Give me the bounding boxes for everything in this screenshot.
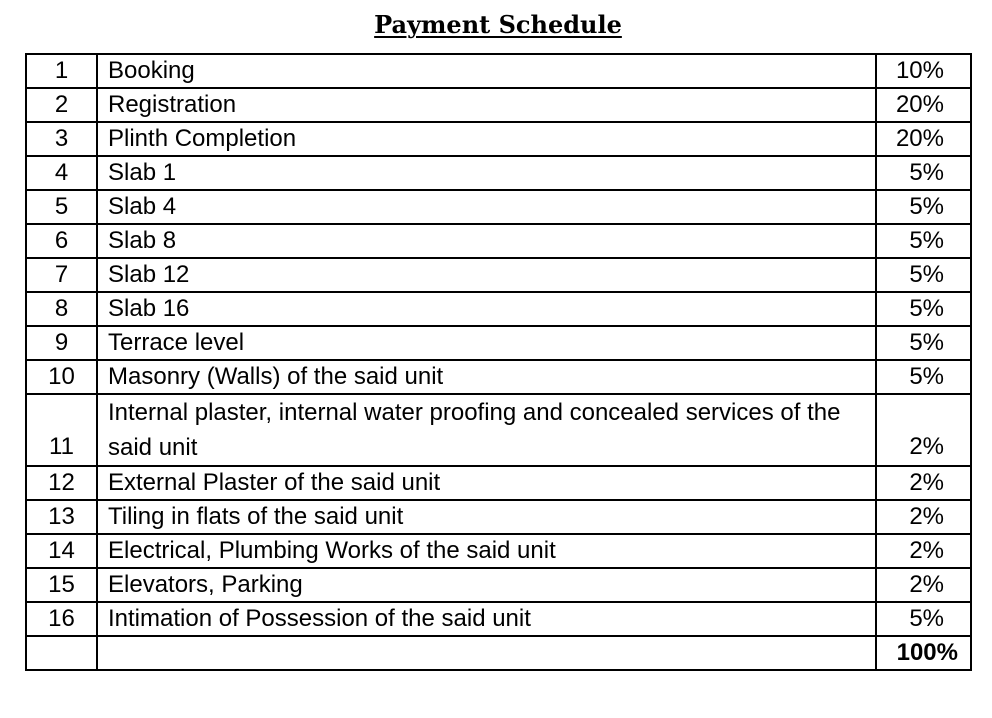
row-number: 16 bbox=[26, 602, 97, 636]
row-number: 6 bbox=[26, 224, 97, 258]
stage-percent: 5% bbox=[876, 190, 971, 224]
table-row bbox=[26, 156, 971, 190]
table-row bbox=[26, 500, 971, 534]
total-percent: 100% bbox=[876, 636, 971, 670]
table-row bbox=[26, 466, 971, 500]
table-row bbox=[26, 54, 971, 88]
stage-name: Electrical, Plumbing Works of the said unit bbox=[97, 534, 876, 568]
row-number: 3 bbox=[26, 122, 97, 156]
row-number: 4 bbox=[26, 156, 97, 190]
total-row-empty-cell bbox=[97, 636, 876, 670]
row-number: 13 bbox=[26, 500, 97, 534]
stage-name: Slab 1 bbox=[97, 156, 876, 190]
stage-percent: 5% bbox=[876, 326, 971, 360]
table-row bbox=[26, 258, 971, 292]
table-row bbox=[26, 360, 971, 394]
stage-percent: 5% bbox=[876, 602, 971, 636]
table-row bbox=[26, 292, 971, 326]
page-title-text: Payment Schedule bbox=[374, 10, 622, 39]
stage-percent: 5% bbox=[876, 360, 971, 394]
row-number: 10 bbox=[26, 360, 97, 394]
stage-name: Intimation of Possession of the said unit bbox=[97, 602, 876, 636]
row-number: 12 bbox=[26, 466, 97, 500]
stage-percent: 2% bbox=[876, 534, 971, 568]
table-row bbox=[26, 568, 971, 602]
stage-percent: 2% bbox=[876, 394, 971, 466]
stage-name: Terrace level bbox=[97, 326, 876, 360]
row-number: 8 bbox=[26, 292, 97, 326]
stage-percent: 5% bbox=[876, 156, 971, 190]
table-row bbox=[26, 88, 971, 122]
stage-name: Slab 12 bbox=[97, 258, 876, 292]
stage-name: Masonry (Walls) of the said unit bbox=[97, 360, 876, 394]
table-row bbox=[26, 394, 971, 466]
stage-percent: 5% bbox=[876, 258, 971, 292]
row-number: 1 bbox=[26, 54, 97, 88]
row-number: 15 bbox=[26, 568, 97, 602]
stage-percent: 2% bbox=[876, 568, 971, 602]
stage-percent: 10% bbox=[876, 54, 971, 88]
table-row bbox=[26, 326, 971, 360]
stage-name: Slab 16 bbox=[97, 292, 876, 326]
stage-name: Slab 4 bbox=[97, 190, 876, 224]
row-number: 9 bbox=[26, 326, 97, 360]
row-number: 7 bbox=[26, 258, 97, 292]
stage-name: Tiling in flats of the said unit bbox=[97, 500, 876, 534]
stage-percent: 5% bbox=[876, 224, 971, 258]
stage-name: Elevators, Parking bbox=[97, 568, 876, 602]
stage-name: External Plaster of the said unit bbox=[97, 466, 876, 500]
stage-percent: 20% bbox=[876, 122, 971, 156]
row-number: 11 bbox=[26, 394, 97, 466]
stage-name: Booking bbox=[97, 54, 876, 88]
payment-schedule-table bbox=[25, 53, 972, 671]
page-title bbox=[0, 10, 992, 40]
table-row bbox=[26, 190, 971, 224]
table-row bbox=[26, 122, 971, 156]
stage-percent: 20% bbox=[876, 88, 971, 122]
total-row-empty-cell bbox=[26, 636, 97, 670]
stage-name: Internal plaster, internal water proofing and concealed services of the said unit bbox=[97, 394, 876, 466]
stage-percent: 5% bbox=[876, 292, 971, 326]
stage-name: Slab 8 bbox=[97, 224, 876, 258]
row-number: 14 bbox=[26, 534, 97, 568]
table-row bbox=[26, 602, 971, 636]
row-number: 2 bbox=[26, 88, 97, 122]
stage-percent: 2% bbox=[876, 466, 971, 500]
table-row bbox=[26, 224, 971, 258]
stage-percent: 2% bbox=[876, 500, 971, 534]
stage-name: Registration bbox=[97, 88, 876, 122]
total-row bbox=[26, 636, 971, 670]
row-number: 5 bbox=[26, 190, 97, 224]
table-row bbox=[26, 534, 971, 568]
stage-name: Plinth Completion bbox=[97, 122, 876, 156]
